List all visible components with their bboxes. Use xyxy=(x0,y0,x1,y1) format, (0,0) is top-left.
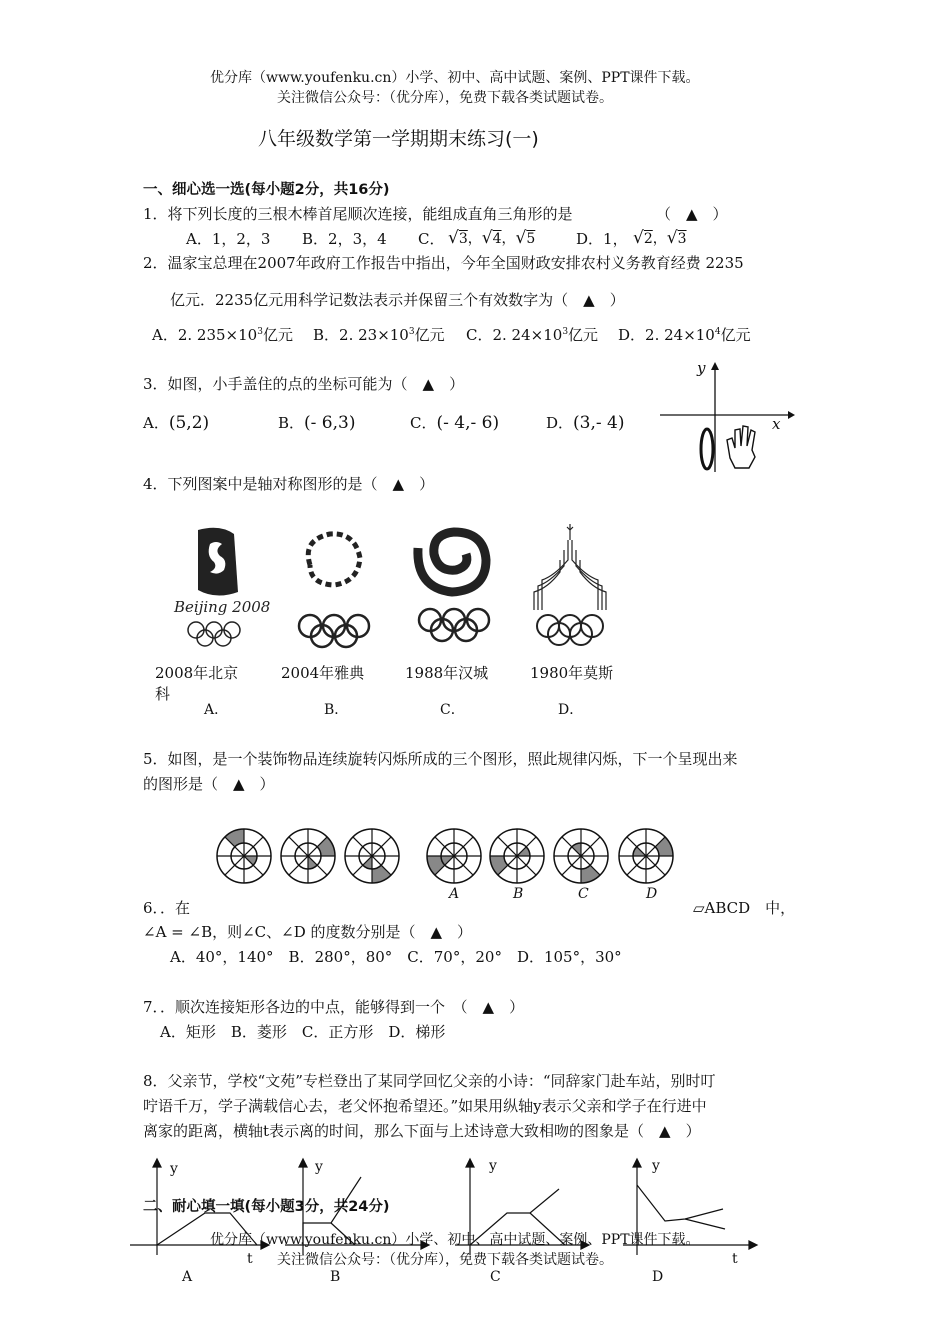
q3-stem: 3．如图，小手盖住的点的坐标可能为（ ▲ ） xyxy=(143,375,465,393)
q5-option-d: D xyxy=(646,886,658,902)
q4-letter-d: D． xyxy=(558,702,584,718)
beijing-logo xyxy=(173,528,270,646)
section-2-heading: 二、耐心填一填(每小题3分，共24分) xyxy=(143,1199,390,1215)
wheel-figure xyxy=(490,829,544,883)
q8-graph-a-t: t xyxy=(247,1251,253,1267)
q2-line-1: 2．温家宝总理在2007年政府工作报告中指出，今年全国财政安排农村义务教育经费 2235 xyxy=(143,254,744,272)
q1-option-c-values: √3，√4，√5 xyxy=(448,228,536,248)
q3-axis-x-label: x xyxy=(772,415,781,433)
wheel-figure xyxy=(281,829,335,883)
wheel-figure xyxy=(217,829,271,883)
q4-letter-a: A． xyxy=(204,702,229,718)
q5-line-1: 5．如图，是一个装饰物品连续旋转闪烁所成的三个图形，照此规律闪烁，下一个呈现出来 xyxy=(143,750,738,768)
wheel-outer-shaded-sector xyxy=(225,829,244,847)
section-1-heading: 一、细心选一选(每小题2分，共16分) xyxy=(143,182,390,198)
q3-option-b: B．(- 6,3) xyxy=(278,413,356,433)
q4-caption-a: 2008年北京 xyxy=(155,664,239,682)
wheel-outer-shaded-sector xyxy=(655,837,673,856)
q6-options: A．40°，140° B．280°，80° C．70°，20° D．105°，30° xyxy=(170,948,622,966)
q2-option-b: B．2. $23\times 10^3$亿元 xyxy=(313,326,445,344)
q6-line-1b: ▱ABCD 中， xyxy=(693,899,796,917)
q3-option-c: C．(- 4,- 6) xyxy=(410,413,500,433)
q4-caption-d: 1980年莫斯 xyxy=(530,664,614,682)
q2-line-2: 亿元．2235亿元用科学记数法表示并保留三个有效数字为（ ▲ ） xyxy=(170,291,625,309)
wheel-figure xyxy=(619,829,673,883)
q8-graph-c-y: y xyxy=(489,1158,497,1174)
q3-option-a: A．(5,2) xyxy=(143,413,210,433)
q5-line-2: 的图形是（ ▲ ） xyxy=(143,775,275,793)
q4-caption-a-cont: 科 xyxy=(155,685,171,703)
q1-option-d: D．1， xyxy=(576,230,628,248)
wheel-figure xyxy=(427,829,481,883)
q8-graph-d-label: D xyxy=(652,1269,664,1285)
q8-graph-d-y: y xyxy=(652,1158,660,1174)
q4-caption-c: 1988年汉城 xyxy=(405,664,489,682)
q8-graph-d-t: t xyxy=(732,1251,738,1267)
wheel-figure xyxy=(554,829,608,883)
q8-line-3: 离家的距离，横轴t表示离的时间，那么下面与上述诗意大致相吻的图象是（ ▲ ） xyxy=(143,1122,701,1140)
q3-option-d: D．(3,- 4) xyxy=(546,413,625,433)
q4-stem: 4．下列图案中是轴对称图形的是（ ▲ ） xyxy=(143,475,435,493)
q2-option-c: C．2. $24\times 10^3$亿元 xyxy=(466,326,599,344)
wheel-outer-shaded-sector xyxy=(372,865,391,883)
q8-line-2: 咛语千万，学子满载信心去，老父怀抱希望还。”如果用纵轴y表示父亲和学子在行进中 xyxy=(143,1097,707,1115)
q4-caption-b: 2004年雅典 xyxy=(281,664,365,682)
seoul-logo xyxy=(418,532,489,641)
q8-graph-a-y: y xyxy=(170,1161,178,1177)
wheel-outer-shaded-sector xyxy=(317,837,335,856)
q8-graph-c-label: C xyxy=(490,1269,501,1285)
wheel-figure xyxy=(345,829,399,883)
q7-stem: 7．．顺次连接矩形各边的中点，能够得到一个 （ ▲ ） xyxy=(143,998,525,1016)
q2-option-a: A．2. $235\times 10^3$亿元 xyxy=(152,326,293,344)
wheel-outer-shaded-sector xyxy=(490,856,508,875)
wheel-outer-shaded-sector xyxy=(581,865,600,883)
q1-option-c: C． xyxy=(418,230,445,248)
q1-stem: 1．将下列长度的三根木棒首尾顺次连接，能组成直角三角形的是 xyxy=(143,205,573,223)
footer-line-1: 优分库（www.youfenku.cn）小学、初中、高中试题、案例、PPT课件下载。 xyxy=(210,1232,700,1248)
q5-option-a: A xyxy=(449,886,460,902)
q1-option-b: B．2，3，4 xyxy=(302,230,387,248)
q2-option-d: D．2. $24\times 10^4$亿元 xyxy=(618,326,751,344)
hand-icon xyxy=(727,426,755,468)
q1-option-d-values: √2，√3 xyxy=(633,228,687,248)
q4-letter-c: C． xyxy=(440,702,465,718)
q3-axis-y-label: y xyxy=(697,359,706,377)
q6-line-1a: 6．．在 xyxy=(143,899,191,917)
q8-graph-b-label: B xyxy=(330,1269,341,1285)
header-line-2: 关注微信公众号：（优分库），免费下载各类试题试卷。 xyxy=(277,90,613,106)
header-line-1: 优分库（www.youfenku.cn）小学、初中、高中试题、案例、PPT课件下载。 xyxy=(210,70,700,86)
q5-wheel-figures xyxy=(210,826,690,888)
q5-option-c: C xyxy=(578,886,589,902)
q1-option-a: A．1，2，3 xyxy=(186,230,271,248)
q4-letter-b: B． xyxy=(324,702,349,718)
q4-logos xyxy=(150,520,630,655)
q8-graph-a-label: A xyxy=(182,1269,193,1285)
q1-answer-mark: （ ▲ ） xyxy=(656,205,728,223)
moscow-logo xyxy=(534,524,606,645)
q8-line-1: 8．父亲节，学校“文苑”专栏登出了某同学回忆父亲的小诗：“同辞家门赴车站，别时叮 xyxy=(143,1072,716,1090)
q6-line-2: ∠A = ∠B，则∠C、∠D 的度数分别是（ ▲ ） xyxy=(143,923,473,941)
footer-line-2: 关注微信公众号：（优分库），免费下载各类试题试卷。 xyxy=(277,1252,613,1268)
athens-logo xyxy=(299,534,369,647)
page-title: 八年级数学第一学期期末练习(一) xyxy=(258,128,539,150)
q7-options: A．矩形 B．菱形 C．正方形 D．梯形 xyxy=(160,1023,446,1041)
svg-text:Beijing 2008: Beijing 2008 xyxy=(174,598,271,616)
q8-graph-b-y: y xyxy=(315,1159,323,1175)
q5-option-b: B xyxy=(513,886,524,902)
